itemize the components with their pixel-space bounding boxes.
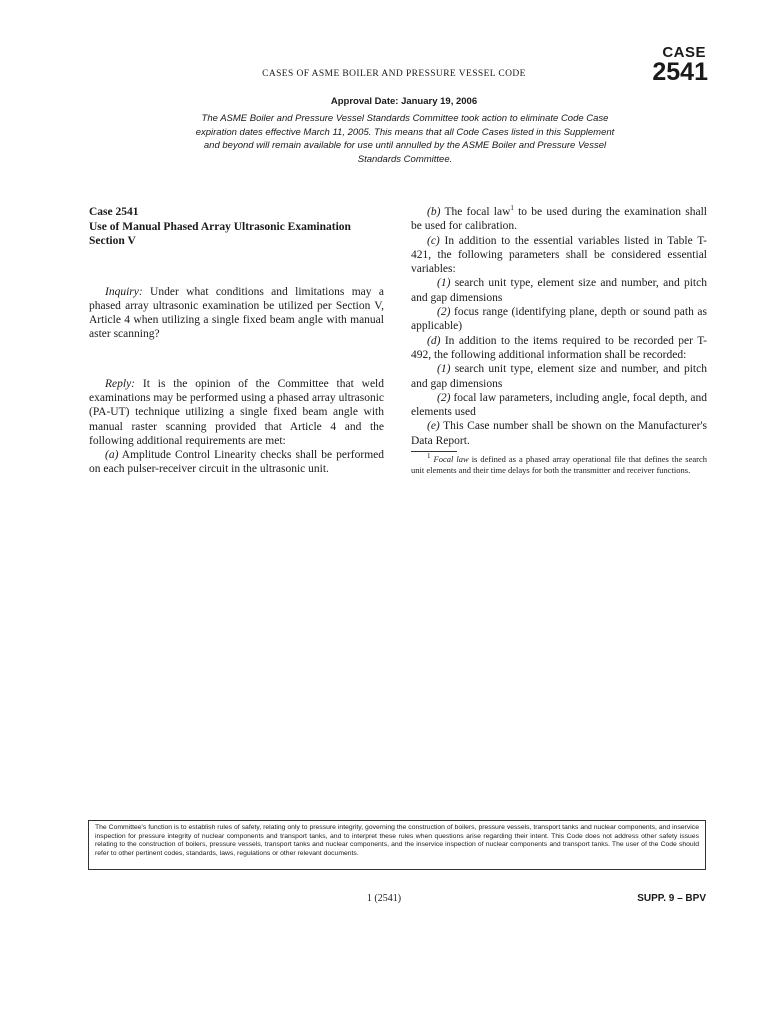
approval-date: Approval Date: January 19, 2006 <box>330 96 478 107</box>
expiration-notice: The ASME Boiler and Pressure Vessel Standards Committee took action to eliminate Code Case expiration dates effective March 11, 2005. This means that all Code Cases listed in this Supplement and beyond will remain available for use until annulled by the ASME Boiler and Pressure Vessel Standards Committee. <box>195 113 615 165</box>
case-section: Section V <box>89 235 136 247</box>
item-c2-label: (2) <box>437 306 451 319</box>
item-c-label: (c) <box>427 234 440 247</box>
item-d2 <box>411 391 707 420</box>
committee-disclaimer-box: The Committee's function is to establish rules of safety, relating only to pressure integrity, governing the construction of boilers, pressure vessels, transport tanks and nuclear components, and inservice inspection for pressure integrity of nuclear components and transport tanks, and to interpret these rules when questions arise regarding their intent. This Code does not address other safety issues relating to the construction of boilers, pressure vessels, transport tanks and nuclear components, and the inservice inspection of nuclear components and transport tanks. The user of the Code should refer to other pertinent codes, standards, laws, regulations or other relevant documents. <box>88 820 706 870</box>
case-label: CASE <box>662 44 706 61</box>
footnote-rule <box>411 451 457 452</box>
item-e <box>411 419 707 448</box>
case-heading: Case 2541 <box>89 206 139 218</box>
item-a <box>89 448 384 477</box>
item-c2-text: focus range (identifying plane, depth or sound path as applicable) <box>411 306 707 333</box>
case-title: Use of Manual Phased Array Ultrasonic Examination <box>89 220 351 233</box>
footnote <box>411 454 707 475</box>
item-d1-text: search unit type, element size and number, and pitch and gap dimensions <box>411 363 707 390</box>
inquiry-text: Under what conditions and limitations may a phased array ultrasonic examination be utilized per Section V, Article 4 when utilizing a single fixed beam angle with manual aster scanning? <box>89 285 384 341</box>
footnote-text: is defined as a phased array operational file that defines the search unit elements and their time delays for both the transmitter and receiver functions. <box>411 454 708 475</box>
case-number: 2541 <box>652 58 708 86</box>
item-b-text-2: to be used during the examination shall be used for calibration. <box>411 206 707 233</box>
item-b-label: (b) <box>427 206 441 218</box>
footnote-ref: 1 <box>510 204 514 213</box>
supplement-label: SUPP. 9 – BPV <box>637 893 706 904</box>
item-c1-text: search unit type, element size and number, and pitch and gap dimensions <box>411 277 707 304</box>
item-d1 <box>411 362 707 391</box>
reply-label: Reply: <box>105 377 136 390</box>
right-column <box>411 205 707 475</box>
running-head: CASES OF ASME BOILER AND PRESSURE VESSEL CODE <box>262 69 526 79</box>
reply-text: It is the opinion of the Committee that weld examinations may be performed using a phased array ultrasonic (PA-UT) technique utilizing a single fixed beam angle with manual raster scanning provided that Article 4 and the following additional requirements are met: <box>89 377 384 447</box>
item-d-label: (d) <box>427 334 441 347</box>
item-c1 <box>411 276 707 305</box>
item-d2-label: (2) <box>437 391 451 404</box>
item-c <box>411 234 707 277</box>
item-c2 <box>411 305 707 334</box>
item-a-label: (a) <box>105 449 119 462</box>
item-c1-label: (1) <box>437 277 451 290</box>
item-d1-label: (1) <box>437 363 451 376</box>
item-b-text-1: The focal law <box>440 206 511 218</box>
item-c-text: In addition to the essential variables listed in Table T-421, the following parameters shall be considered essential variables: <box>411 234 707 276</box>
footnote-term: Focal law <box>433 454 469 465</box>
footnote-number: 1 <box>427 452 431 461</box>
left-column <box>89 205 384 477</box>
item-e-label: (e) <box>427 420 440 433</box>
inquiry-label: Inquiry: <box>105 285 143 298</box>
item-b <box>411 205 707 234</box>
item-d <box>411 334 707 363</box>
inquiry-paragraph <box>89 285 384 342</box>
item-d-text: In addition to the items required to be recorded per T-492, the following additional information shall be recorded: <box>411 334 707 361</box>
reply-paragraph <box>89 377 384 448</box>
page-number: 1 (2541) <box>366 893 402 904</box>
item-a-text: Amplitude Control Linearity checks shall be performed on each pulser-receiver circuit in the ultrasonic unit. <box>89 449 384 476</box>
item-e-text: This Case number shall be shown on the Manufacturer's Data Report. <box>411 420 707 447</box>
item-d2-text: focal law parameters, including angle, focal depth, and elements used <box>411 391 707 419</box>
